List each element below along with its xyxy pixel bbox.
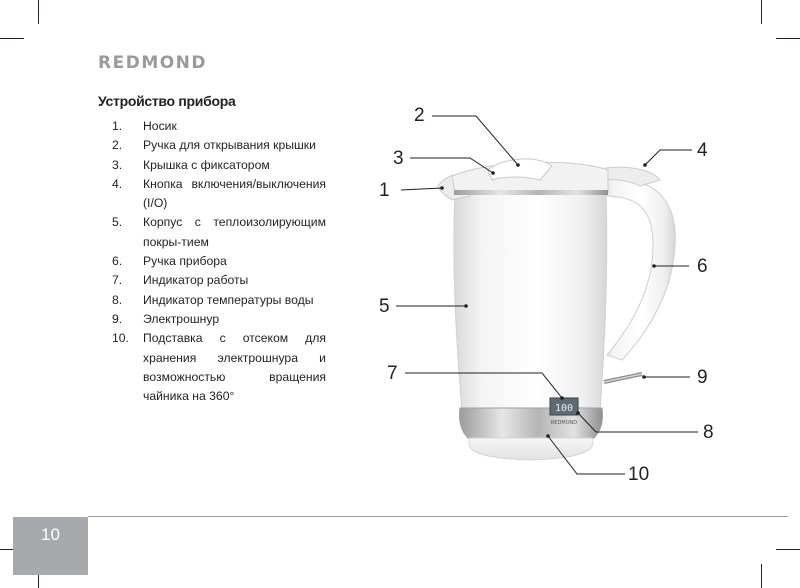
item-number: 10. xyxy=(112,331,129,346)
callout-4: 4 xyxy=(697,140,708,161)
page-number-box xyxy=(13,517,88,575)
lid-rim xyxy=(454,190,608,195)
item-text: Ручка для открывания крышки xyxy=(143,138,316,153)
section-title: Устройство прибора xyxy=(98,93,236,109)
callout-3: 3 xyxy=(393,148,404,169)
kettle-body xyxy=(454,192,607,410)
callout-8: 8 xyxy=(703,422,714,443)
callout-10: 10 xyxy=(628,464,650,485)
item-number: 5. xyxy=(112,215,123,230)
page-number: 10 xyxy=(41,525,60,544)
item-number: 4. xyxy=(112,176,123,191)
stand xyxy=(469,438,593,460)
item-text: Индикатор работы xyxy=(143,273,249,288)
lid-opener xyxy=(488,159,552,180)
handle xyxy=(600,178,675,360)
kettle-brand: REDMOND xyxy=(550,420,578,426)
callout-2: 2 xyxy=(414,105,425,126)
item-text: Корпус с теплоизолирующим покры-тием xyxy=(143,215,326,249)
item-number: 2. xyxy=(112,138,123,153)
callout-7: 7 xyxy=(387,363,398,384)
item-text: Кнопка включения/выключения (I/O) xyxy=(143,176,326,211)
base-band xyxy=(459,408,602,438)
item-text: Подставка с отсеком для хранения электрошнура и возможностью вращения чайника на 360° xyxy=(143,331,326,404)
item-text: Ручка прибора xyxy=(143,254,227,269)
item-text: Носик xyxy=(143,119,177,133)
item-number: 9. xyxy=(112,311,123,326)
item-number: 7. xyxy=(112,273,123,288)
callout-5: 5 xyxy=(379,296,390,317)
item-text: Электрошнур xyxy=(143,311,220,326)
item-number: 3. xyxy=(112,157,123,172)
item-number: 8. xyxy=(112,292,123,307)
item-number: 6. xyxy=(112,254,123,269)
brand-logo: REDMOND xyxy=(98,53,208,73)
callout-9: 9 xyxy=(697,367,708,388)
item-number: 1. xyxy=(112,119,123,133)
item-text: Крышка с фиксатором xyxy=(143,157,270,172)
display-value: 100 xyxy=(554,403,574,414)
callout-6: 6 xyxy=(697,256,708,277)
callout-1: 1 xyxy=(379,180,390,201)
item-text: Индикатор температуры воды xyxy=(143,292,314,307)
footer-rule xyxy=(88,516,788,517)
